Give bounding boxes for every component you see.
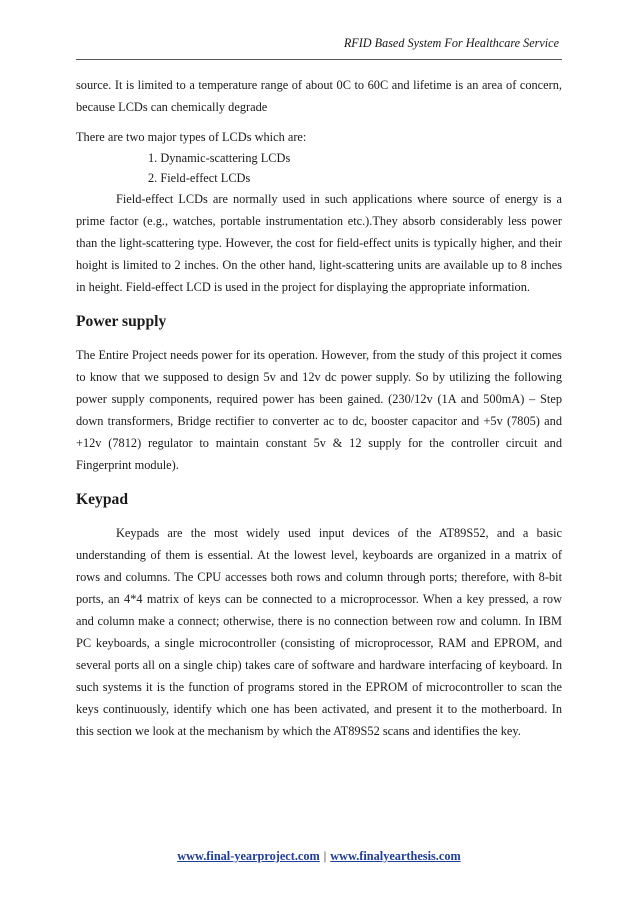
footer-link-final-yearproject[interactable]: www.final-yearproject.com bbox=[177, 849, 320, 863]
lcd-continuation-paragraph: source. It is limited to a temperature range of about 0C to 60C and lifetime is an area of concern, because LCDs can chemically degrade bbox=[76, 78, 562, 114]
page-body bbox=[76, 74, 562, 750]
keypad-paragraph: Keypads are the most widely used input devices of the AT89S52, and a basic understanding of them is essential. At the lowest level, keyboards are organized in a matrix of rows and columns. The CPU accesses both rows and column through ports; therefore, with 8-bit ports, an 4*4 matrix of keys can be connected to a microprocessor. When a key pressed, a row and column make a connect; otherwise, there is no connection between row and column. In IBM PC keyboards, a single microcontroller (consisting of microprocessor, RAM and EPROM, and several ports all on a single chip) takes care of software and hardware interfacing of keyboard. In such systems it is the function of programs stored in the EPROM of microcontroller to scan the keys continuously, identify which one has been activated, and present it to the motherboard. In this section we look at the mechanism by which the AT89S52 scans and identifies the key. bbox=[76, 526, 562, 738]
power-supply-paragraph: The Entire Project needs power for its operation. However, from the study of this project it comes to know that we supposed to design 5v and 12v dc power supply. So by utilizing the following power supply components, required power has been gained. (230/12v (1A and 500mA) – Step down transformers, Bridge rectifier to converter ac to dc, booster capacitor and +5v (7805) and +12v (7812) regulator to maintain constant 5v & 12 supply for the controller circuit and Fingerprint module). bbox=[76, 348, 562, 472]
list-item: 2. Field-effect LCDs bbox=[148, 170, 251, 185]
keypad-heading: Keypad bbox=[76, 491, 128, 508]
list-item: 1. Dynamic-scattering LCDs bbox=[148, 151, 291, 165]
lcd-types-list bbox=[76, 149, 562, 188]
footer-link-finalyearthesis[interactable]: www.finalyearthesis.com bbox=[330, 849, 461, 863]
footer-separator: | bbox=[323, 849, 327, 863]
lcd-types-intro: There are two major types of LCDs which are: bbox=[76, 130, 307, 144]
power-supply-heading: Power supply bbox=[76, 313, 167, 330]
field-effect-paragraph: Field-effect LCDs are normally used in such applications where source of energy is a prime factor (e.g., watches, portable instrumentation etc.).They absorb considerably less power than the light-scattering type. However, the cost for field-effect units is typically higher, and their hoight is limited to 2 inches. On the other hand, light-scattering units are available up to 8 inches in height. Field-effect LCD is used in the project for displaying the appropriate information. bbox=[76, 192, 562, 294]
page-footer bbox=[0, 849, 638, 864]
running-header: RFID Based System For Healthcare Service bbox=[343, 36, 559, 50]
header-rule bbox=[76, 59, 562, 60]
